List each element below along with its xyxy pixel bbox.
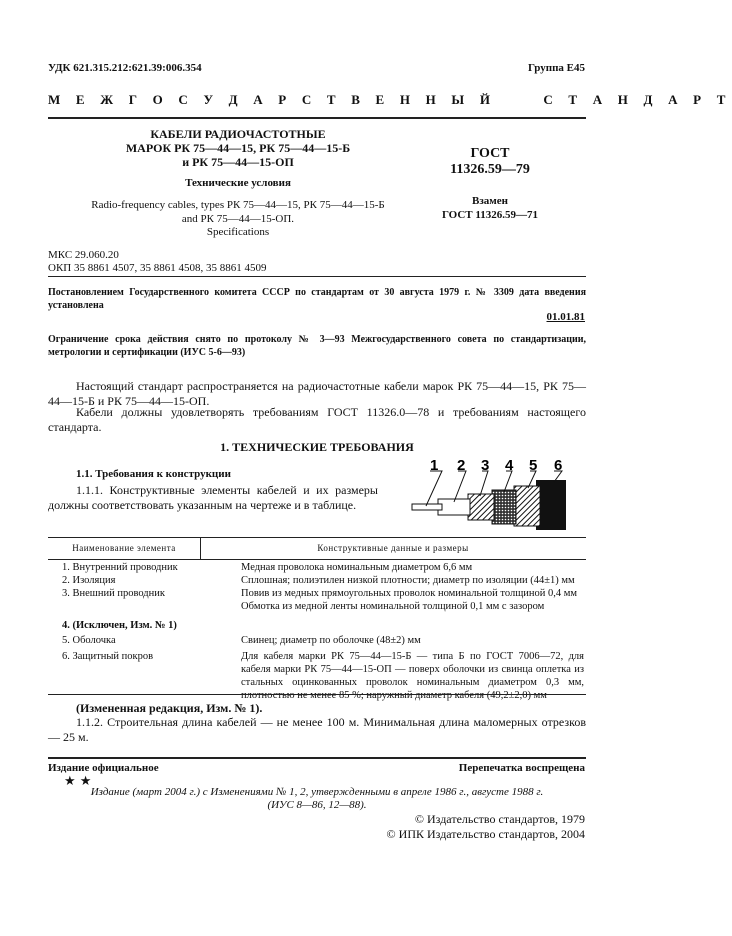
gost-block	[420, 146, 560, 178]
table-cell-name: 1. Внутренний проводник	[62, 562, 178, 573]
table-cell-data: Медная проволока номинальным диаметром 6,6 мм	[241, 562, 473, 573]
title-block	[48, 127, 428, 169]
table-bottom-rule	[48, 694, 586, 695]
table-cell-name: 6. Защитный покров	[62, 651, 154, 662]
subsection-heading: 1.1. Требования к конструкции	[76, 468, 231, 480]
diagram-label-4: 4	[505, 457, 514, 474]
table-row	[48, 600, 584, 613]
english-title-line1: Radio-frequency cables, types РК 75—44—15, РК 75—44—15-Б	[91, 199, 385, 211]
introduction-date: 01.01.81	[546, 311, 585, 323]
limitation-text: Ограничение срока действия снято по протоколу № 3—93 Межгосударственного совета по стандартизации, метрологии и сертификации (ИУС 5-6—93)	[48, 334, 586, 358]
header-rule	[48, 117, 586, 119]
table-top-rule	[48, 537, 586, 538]
cable-diagram	[408, 458, 578, 532]
classification-codes	[48, 249, 266, 274]
udk-code: УДК 621.315.212:621.39:006.354	[48, 62, 202, 74]
diagram-label-5: 5	[529, 457, 538, 474]
group-code: Группа Е45	[527, 62, 585, 74]
official-edition: Издание официальное	[48, 762, 159, 774]
intro-paragraph-1: Настоящий стандарт распространяется на радиочастотные кабели марок РК 75—44—15, РК 75—44—15-Б и РК 75—44—15-ОП.	[48, 379, 586, 408]
cable-layer-3	[468, 494, 494, 520]
table-cell-data: Сплошная; полиэтилен низкой плотности; диаметр по изоляции (44±1) мм	[241, 575, 575, 586]
english-title	[48, 199, 428, 240]
diagram-label-3: 3	[481, 457, 490, 474]
spec-table	[48, 561, 584, 702]
table-cell-name: 5. Оболочка	[62, 635, 116, 646]
copyright-2004: © ИПК Издательство стандартов, 2004	[386, 826, 585, 841]
title-line1: КАБЕЛИ РАДИОЧАСТОТНЫЕ	[150, 127, 326, 141]
cable-layer-4	[492, 490, 516, 524]
table-cell-data	[227, 613, 584, 632]
instead-block	[405, 194, 575, 222]
amended-note: (Измененная редакция, Изм. № 1).	[76, 701, 263, 715]
decree-text: Постановлением Государственного комитета СССР по стандартам от 30 августа 1979 г. № 3309 дата введения установлена	[48, 287, 586, 311]
table-cell-name: 2. Изоляция	[62, 575, 116, 586]
table-row	[48, 574, 584, 587]
table-header-element: Наименование элемента	[72, 543, 176, 553]
clause-1-1-1: 1.1.1. Конструктивные элементы кабелей и их размеры должны соответствовать указанным на чертеже и в таблице.	[48, 483, 378, 512]
english-title-line2: and РК 75—44—15-ОП.	[181, 212, 295, 225]
table-row	[48, 613, 584, 632]
clause-1-1-2: 1.1.2. Строительная длина кабелей — не менее 100 м. Минимальная длина маломерных отрезков — 25 м.	[48, 715, 586, 744]
english-title-line3: Specifications	[206, 226, 270, 238]
table-cell-data: Обмотка из медной ленты номинальной толщиной 0,1 мм с зазором	[241, 601, 545, 612]
title-line3: и РК 75—44—15-ОП	[182, 155, 294, 169]
copyright-1979: © Издательство стандартов, 1979	[414, 812, 585, 826]
table-cell-data: Повив из медных прямоугольных проволок номинальной толщиной 0,4 мм	[241, 588, 578, 599]
table-header-rule	[48, 559, 586, 560]
reprint-prohibited: Перепечатка воспрещена	[458, 762, 585, 774]
copyright-block	[387, 812, 585, 841]
table-row	[48, 561, 584, 574]
table-cell-data: Свинец; диаметр по оболочке (48±2) мм	[241, 635, 421, 646]
table-row	[48, 587, 584, 600]
instead-gost: ГОСТ 11326.59—71	[441, 209, 539, 221]
title-line2: МАРОК РК 75—44—15, РК 75—44—15-Б	[125, 141, 351, 155]
intro-paragraph-2: Кабели должны удовлетворять требованиям ГОСТ 11326.0—78 и требованиям настоящего стандарта.	[48, 405, 586, 434]
star-marks: ★ ★	[64, 774, 92, 789]
mks-code: МКС 29.060.20	[48, 249, 119, 261]
table-cell-name	[48, 600, 227, 613]
table-cell-name: 4. (Исключен, Изм. № 1)	[62, 620, 177, 631]
ius-line: (ИУС 8—86, 12—88).	[267, 799, 367, 811]
standard-type: М Е Ж Г О С У Д А Р С Т В Е Н Н Ы Й С Т А Н Д А Р Т	[48, 92, 732, 107]
instead-label: Взамен	[472, 195, 508, 207]
gost-number: 11326.59—79	[450, 162, 530, 177]
subtitle: Технические условия	[185, 177, 291, 189]
gost-label: ГОСТ	[470, 146, 510, 161]
diagram-label-2: 2	[457, 457, 466, 474]
diagram-label-1: 1	[430, 457, 439, 474]
table-cell-data: Для кабеля марки РК 75—44—15-Б — типа Б по ГОСТ 7006—72, для кабеля марки РК 75—44—15-ОП — поверх оболочки из свинца оплетка из стальных оцинкованных проволок номинальным диаметром 0,3 мм, плотностью не менее 85 %; наружный диаметр кабеля (49,2±2,0) мм	[241, 651, 584, 701]
footer-rule	[48, 757, 586, 759]
diagram-label-6: 6	[554, 457, 563, 474]
table-header-data: Конструктивные данные и размеры	[317, 543, 469, 553]
codes-rule	[48, 276, 586, 277]
cable-layer-5	[514, 486, 540, 526]
table-row	[48, 632, 584, 647]
okp-code: ОКП 35 8861 4507, 35 8861 4508, 35 8861 4509	[48, 261, 267, 274]
edition-note	[48, 786, 586, 812]
edition-line: Издание (март 2004 г.) с Изменениями № 1, 2, утвержденными в апреле 1986 г., августе 1988 г.	[90, 786, 544, 798]
section-heading: 1. ТЕХНИЧЕСКИЕ ТРЕБОВАНИЯ	[220, 440, 414, 454]
table-cell-name: 3. Внешний проводник	[62, 588, 165, 599]
